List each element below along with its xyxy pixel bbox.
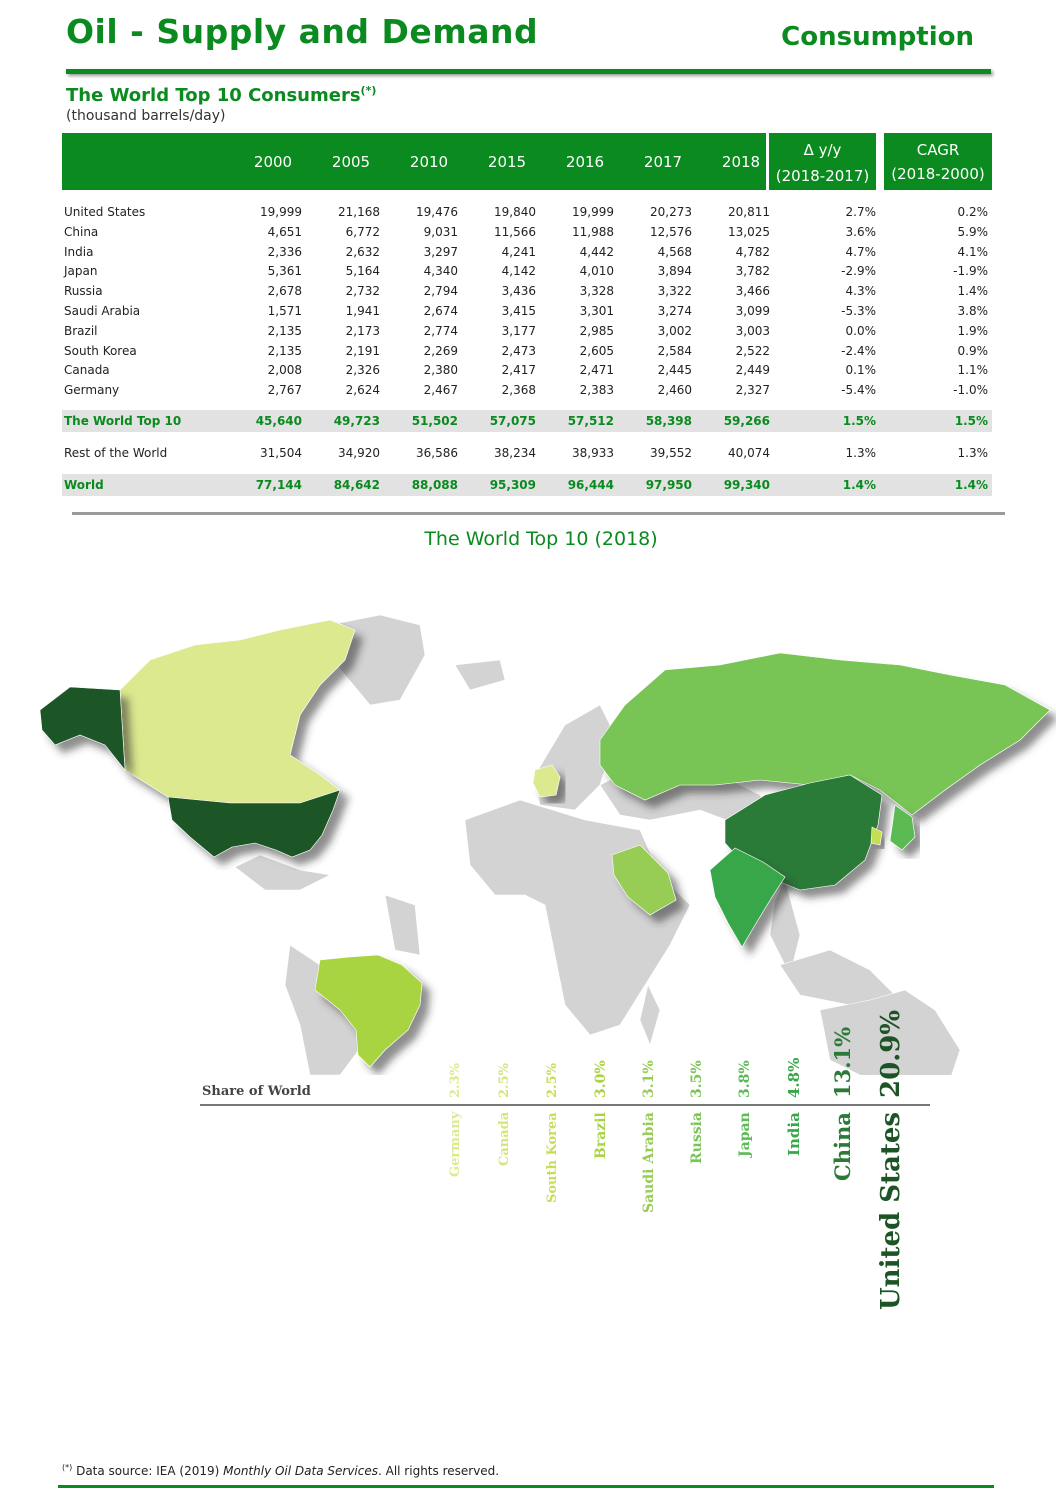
table-row [62, 262, 992, 282]
row-value: 3,003 [735, 323, 770, 338]
map-title: The World Top 10 (2018) [424, 528, 658, 550]
row-value: 11,988 [572, 224, 614, 239]
row-label: The World Top 10 [64, 414, 182, 428]
row-value: 3,002 [657, 323, 692, 338]
footnote-suffix: . All rights reserved. [377, 1464, 500, 1478]
row-value: 2,445 [657, 363, 692, 378]
row-value: 4,568 [657, 244, 692, 259]
row-cagr: 1.1% [957, 363, 988, 378]
row-delta: 2.7% [845, 205, 876, 219]
row-value: 97,950 [645, 478, 692, 492]
section-title: Consumption [781, 22, 974, 52]
year-header: 2015 [487, 153, 527, 171]
footnote-mark: (*) [62, 1463, 73, 1472]
row-value: 2,460 [657, 383, 692, 398]
row-cagr: 1.9% [957, 323, 988, 338]
row-value: 2,674 [423, 304, 458, 318]
year-header: 2018 [721, 153, 761, 171]
row-value: 2,269 [423, 343, 458, 358]
row-value: 34,920 [338, 446, 380, 460]
row-value: 3,301 [579, 304, 614, 318]
row-label: Brazil [64, 323, 98, 338]
row-value: 2,326 [345, 363, 380, 378]
row-value: 4,142 [501, 264, 536, 279]
footnote-source: Monthly Oil Data Services [223, 1464, 378, 1478]
row-value: 3,177 [501, 323, 536, 338]
row-value: 45,640 [255, 414, 302, 428]
table-units: (thousand barrels/day) [66, 108, 226, 124]
row-value: 57,075 [489, 414, 536, 428]
map-alaska [40, 687, 125, 770]
table-header-years [62, 133, 766, 190]
row-delta: 0.0% [845, 323, 876, 338]
footer-divider [58, 1485, 994, 1488]
row-value: 2,678 [267, 284, 302, 299]
row-value: 2,767 [267, 383, 302, 398]
row-value: 2,624 [345, 383, 380, 398]
row-value: 95,309 [489, 478, 536, 492]
row-value: 2,173 [345, 323, 380, 338]
row-value: 59,266 [723, 414, 770, 428]
row-cagr: 1.4% [957, 284, 988, 299]
map-canada [120, 620, 355, 803]
share-value-label: 2.5% [545, 1063, 560, 1098]
row-value: 49,723 [333, 414, 380, 428]
row-value: 4,442 [579, 244, 614, 259]
row-value: 19,999 [572, 205, 614, 219]
row-value: 2,473 [501, 343, 536, 358]
row-value: 4,782 [735, 244, 770, 259]
delta-period: (2018-2017) [775, 167, 870, 185]
row-value: 88,088 [411, 478, 458, 492]
share-country-label: Brazil [593, 1112, 609, 1159]
year-header: 2005 [331, 153, 371, 171]
row-value: 2,732 [345, 284, 380, 299]
row-value: 2,383 [579, 383, 614, 398]
row-value: 2,135 [267, 343, 302, 358]
table-row [62, 302, 992, 322]
row-value: 3,894 [657, 264, 692, 279]
row-value: 57,512 [567, 414, 614, 428]
cagr-period: (2018-2000) [891, 165, 985, 183]
table-row [62, 223, 992, 243]
row-value: 96,444 [567, 478, 614, 492]
table-row [62, 322, 992, 342]
row-value: 5,164 [345, 264, 380, 279]
year-header: 2010 [409, 153, 449, 171]
row-label: United States [64, 205, 146, 219]
share-country-label: Germany [448, 1111, 463, 1177]
row-value: 39,552 [650, 446, 692, 460]
row-value: 2,605 [579, 343, 614, 358]
row-label: Japan [64, 264, 98, 279]
row-cagr: 4.1% [957, 244, 988, 259]
row-delta: -2.4% [841, 343, 876, 358]
share-country-label: India [785, 1112, 803, 1156]
row-value: 1,571 [267, 304, 302, 318]
row-value: 3,322 [657, 284, 692, 299]
delta-label: Δ y/y [803, 141, 842, 159]
row-cagr: 0.2% [957, 205, 988, 219]
row-cagr: 5.9% [957, 224, 988, 239]
row-value: 12,576 [650, 224, 692, 239]
delta-header [769, 133, 876, 190]
row-delta: 1.5% [842, 414, 876, 428]
row-delta: 4.7% [845, 244, 876, 259]
row-cagr: 3.8% [957, 304, 988, 318]
row-value: 58,398 [645, 414, 692, 428]
row-value: 84,642 [333, 478, 380, 492]
year-header: 2017 [643, 153, 683, 171]
table-row-rest [62, 444, 992, 464]
share-baseline [200, 1104, 930, 1106]
table-row [62, 203, 992, 223]
row-cagr: 1.5% [954, 414, 988, 428]
row-delta: 1.3% [845, 446, 876, 460]
row-value: 99,340 [723, 478, 770, 492]
row-value: 2,191 [345, 343, 380, 358]
row-value: 2,471 [579, 363, 614, 378]
share-country-label: China [830, 1112, 855, 1181]
row-value: 3,099 [735, 304, 770, 318]
row-label: China [64, 224, 99, 239]
row-value: 2,327 [735, 383, 770, 398]
world-map [0, 605, 1056, 1075]
row-value: 3,297 [423, 244, 458, 259]
row-delta: -5.3% [841, 304, 876, 318]
row-value: 19,476 [416, 205, 458, 219]
row-value: 2,522 [735, 343, 770, 358]
row-value: 2,985 [579, 323, 614, 338]
row-value: 1,941 [345, 304, 380, 318]
row-value: 13,025 [728, 224, 770, 239]
share-value-label: 13.1% [830, 1026, 855, 1098]
row-delta: -5.4% [841, 383, 876, 398]
row-label: South Korea [64, 343, 137, 358]
table-row-world [62, 474, 992, 496]
row-delta: 4.3% [845, 284, 876, 299]
row-cagr: 1.4% [954, 478, 988, 492]
row-value: 77,144 [255, 478, 302, 492]
table-row-top10 [62, 410, 992, 432]
row-label: World [64, 478, 104, 492]
footnote-prefix: Data source: IEA (2019) [76, 1464, 224, 1478]
row-value: 2,368 [501, 383, 536, 398]
year-header: 2016 [565, 153, 605, 171]
cagr-header [884, 133, 992, 190]
row-value: 4,010 [579, 264, 614, 279]
table-row [62, 282, 992, 302]
row-value: 20,811 [728, 205, 770, 219]
row-value: 3,415 [501, 304, 536, 318]
share-country-label: Russia [689, 1112, 705, 1164]
share-country-label: Saudi Arabia [641, 1112, 657, 1213]
row-value: 2,135 [267, 323, 302, 338]
row-label: India [64, 244, 94, 259]
table-row [62, 361, 992, 381]
row-label: Germany [64, 383, 120, 398]
share-value-label: 3.0% [593, 1060, 609, 1098]
header-divider [66, 69, 991, 74]
row-delta: -2.9% [841, 264, 876, 279]
map-south-korea [871, 827, 882, 845]
row-value: 38,933 [572, 446, 614, 460]
row-value: 2,584 [657, 343, 692, 358]
table-row [62, 342, 992, 362]
table-row [62, 243, 992, 263]
row-value: 2,417 [501, 363, 536, 378]
row-value: 2,008 [267, 363, 302, 378]
table-header [62, 133, 992, 190]
row-value: 38,234 [494, 446, 536, 460]
row-value: 2,380 [423, 363, 458, 378]
row-value: 19,840 [494, 205, 536, 219]
share-country-label: Japan [737, 1112, 753, 1157]
row-value: 20,273 [650, 205, 692, 219]
row-value: 2,794 [423, 284, 458, 299]
row-value: 3,328 [579, 284, 614, 299]
row-value: 3,274 [657, 304, 692, 318]
footnote [62, 1463, 499, 1478]
row-value: 6,772 [345, 224, 380, 239]
row-value: 3,436 [501, 284, 536, 299]
share-value-label: 3.8% [737, 1060, 753, 1098]
row-label: Rest of the World [64, 446, 168, 460]
row-label: Saudi Arabia [64, 304, 141, 318]
share-value-label: 20.9% [876, 1009, 906, 1098]
row-value: 2,774 [423, 323, 458, 338]
share-value-label: 3.1% [641, 1060, 657, 1098]
row-value: 36,586 [416, 446, 458, 460]
table-title-note: (*) [360, 84, 377, 97]
share-of-world-label: Share of World [202, 1084, 311, 1099]
row-value: 5,361 [267, 264, 302, 279]
row-value: 9,031 [423, 224, 458, 239]
row-value: 40,074 [728, 446, 770, 460]
table-title [66, 84, 376, 106]
share-country-label: Canada [497, 1111, 512, 1166]
row-value: 19,999 [260, 205, 302, 219]
share-value-label: 3.5% [689, 1060, 705, 1098]
share-country-label: South Korea [545, 1112, 560, 1203]
share-value-label: 4.8% [785, 1057, 803, 1098]
row-value: 51,502 [411, 414, 458, 428]
row-delta: 1.4% [842, 478, 876, 492]
row-value: 2,449 [735, 363, 770, 378]
year-header: 2000 [253, 153, 293, 171]
row-value: 4,340 [423, 264, 458, 279]
row-value: 31,504 [260, 446, 302, 460]
row-value: 11,566 [494, 224, 536, 239]
cagr-label: CAGR [916, 141, 960, 159]
share-country-label: United States [876, 1111, 906, 1310]
row-delta: 3.6% [845, 224, 876, 239]
row-delta: 0.1% [845, 363, 876, 378]
row-value: 2,632 [345, 244, 380, 259]
share-value-label: 2.3% [448, 1063, 463, 1098]
row-cagr: -1.0% [953, 383, 988, 398]
row-value: 3,782 [735, 264, 770, 279]
row-value: 21,168 [338, 205, 380, 219]
row-cagr: -1.9% [953, 264, 988, 279]
table-row [62, 381, 992, 401]
table-title-text: The World Top 10 Consumers [66, 85, 361, 106]
row-value: 2,336 [267, 244, 302, 259]
row-cagr: 1.3% [957, 446, 988, 460]
row-cagr: 0.9% [957, 343, 988, 358]
row-value: 4,241 [501, 244, 536, 259]
row-label: Canada [64, 363, 110, 378]
page-title: Oil - Supply and Demand [66, 12, 539, 51]
row-value: 3,466 [735, 284, 770, 299]
share-value-label: 2.5% [497, 1063, 512, 1098]
section-divider [72, 512, 1005, 515]
row-value: 2,467 [423, 383, 458, 398]
row-label: Russia [64, 284, 103, 299]
row-value: 4,651 [267, 224, 302, 239]
